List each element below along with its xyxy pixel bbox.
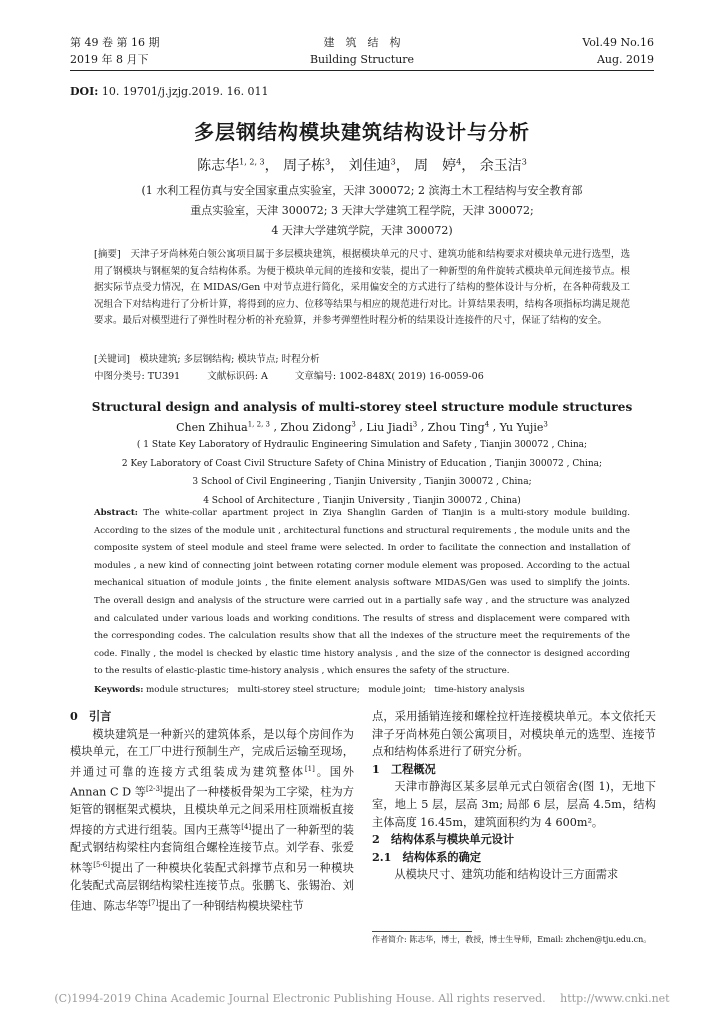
author: 余玉洁$^3$ bbox=[479, 157, 527, 174]
header-date-cn: 2019 年 8 月下 bbox=[70, 53, 149, 66]
author: Liu Jiadi$^3$ bbox=[366, 420, 418, 434]
english-author-list: Chen Zhihua$^{1, 2, 3}$ , Zhou Zidong$^3$ , Liu Jiadi$^3$ , Zhou Ting$^4$ , Yu Yujie$^3$ bbox=[176, 420, 548, 434]
author: Zhou Zidong$^3$ bbox=[280, 420, 356, 434]
subsection-heading: 2.1 结构体系的确定 bbox=[372, 849, 481, 864]
author: 周子栋$^3$ bbox=[283, 157, 331, 174]
affiliations bbox=[100, 181, 624, 241]
affiliation-line: 3 School of Civil Engineering , Tianjin University , Tianjin 300072 , China; bbox=[192, 477, 532, 488]
affiliation-line: 重点实验室，天津 300072; 3 天津大学建筑工程学院，天津 300072; bbox=[190, 204, 534, 217]
doi bbox=[70, 85, 269, 98]
header-journal-en: Building Structure bbox=[309, 53, 415, 66]
citation: [2-3] bbox=[146, 785, 163, 794]
body-column-right bbox=[372, 708, 656, 884]
paragraph: 模块建筑是一种新兴的建筑体系，是以每个房间作为模块单元，在工厂中进行预制生产，完成后运输至现场，并通过可靠的连接方式组装成为建筑整体[1]。国外 Annan C D 等[2-3]提出了一种楼板骨架为工字梁，柱为方矩管的钢框架式模块，且模块单元之间采用柱顶端板直接焊接的方式进行组装。国内王燕等[4]提出了一种新型的装配式钢结构梁柱内套筒组合螺栓连接节点。刘学春、张爱林等[5-6]提出了一种模块化装配式斜撑节点和另一种模块化装配式高层钢结构梁柱连接节点。张鹏飞、张锡治、刘佳迪、陈志华等[7]提出了一种钢结构模块梁柱节 bbox=[70, 727, 354, 913]
affiliation-line: (1 水利工程仿真与安全国家重点实验室，天津 300072; 2 滨海土木工程结构与安全教育部 bbox=[141, 184, 583, 197]
body-column-left bbox=[70, 708, 354, 915]
section-heading: 2 结构体系与模块单元设计 bbox=[372, 832, 515, 847]
keywords-cn: [关键词] 模块建筑; 多层钢结构; 模块节点; 时程分析 bbox=[94, 354, 320, 365]
english-abstract bbox=[94, 505, 630, 681]
header-volume-en: Vol.49 No.16 bbox=[582, 36, 654, 49]
keywords-text: module structures; multi-storey steel structure; module joint; time-history analysis bbox=[146, 685, 525, 695]
english-title: Structural design and analysis of multi-storey steel structure module structures bbox=[91, 400, 633, 414]
classification bbox=[94, 369, 630, 385]
header-rule bbox=[70, 70, 654, 71]
author: Chen Zhihua$^{1, 2, 3}$ bbox=[176, 420, 270, 434]
header-journal-cn: 建 筑 结 构 bbox=[323, 36, 401, 49]
affiliation-line: 4 天津大学建筑学院，天津 300072) bbox=[271, 224, 453, 237]
paragraph: 天津市静海区某多层单元式白领宿舍(图 1)，无地下室，地上 5 层，层高 3m; 局部 6 层，层高 4.5m，结构主体高度 16.45m，建筑面积约为 4 600m²。 bbox=[372, 780, 656, 829]
affiliation-line: 2 Key Laboratory of Coast Civil Structure Safety of China Ministry of Education , Tianjin 300072 , China; bbox=[121, 458, 603, 469]
copyright-watermark: (C)1994-2019 China Academic Journal Electronic Publishing House. All rights reserved. http://www.cnki.net bbox=[54, 992, 670, 1005]
clc-number: 中图分类号: TU391 bbox=[94, 371, 181, 382]
footnote-rule bbox=[372, 931, 472, 932]
abstract-cn: [摘要] 天津子牙尚林苑白领公寓项目属于多层模块建筑，根据模块单元的尺寸、建筑功能和结构要求对模块单元进行选型，选用了钢模块与钢框架的复合结构体系。为便于模块单元间的连接和安装，提出了一种新型的角件旋转式模块单元间连接节点。根据实际节点受力情况，在 MIDAS/Gen 中对节点进行简化，采用偏安全的方式进行了结构的整体设计与分析，在各种荷载及工况组合下对结构进行了分析计算，将得到的应力、位移等结果与相应的规范进行对比。计算结果表明，结构各项指标均满足规范要求。最后对模型进行了弹性时程分析的补充验算，并参考弹塑性时程分析的结果设计连接件的尺寸，保证了结构的安全。 bbox=[94, 249, 630, 327]
abstract-text: The white-collar apartment project in Ziya Shanglin Garden of Tianjin is a multi-story module building. According to the sizes of the module unit , architectural functions and structural requirements , the module units and the composite system of steel module and steel frame were selected. In order to facilitate the connection and installation of modules , a new kind of connecting joint between rotating corner module element was proposed. According to the actual mechanical situation of module joints , the finite element analysis software MIDAS/Gen was used to simplify the joints. The overall design and analysis of the structure were carried out in a partially safe way , and the structure was analyzed and calculated under various loads and working conditions. The results of stress and displacement were compared with the corresponding codes. The calculation results show that all the indexes of the structure meet the requirements of the code. Finally , the model is checked by elastic time history analysis , and the size of the connector is designed according to the results of elastic-plastic time-history analysis , which ensures the safety of the structure. bbox=[94, 508, 631, 677]
author: 刘佳迪$^3$ bbox=[348, 157, 396, 174]
author: 周 婷$^4$ bbox=[414, 157, 462, 174]
doi-value: 10. 19701/j.jzjg.2019. 16. 011 bbox=[101, 85, 269, 98]
document-code: 文献标识码: A bbox=[207, 371, 268, 382]
doi-label: DOI: bbox=[70, 85, 99, 98]
citation: [4] bbox=[241, 823, 252, 832]
section-heading: 0 引言 bbox=[70, 709, 112, 723]
author: 陈志华$^{1, 2, 3}$ bbox=[197, 157, 265, 174]
header-center bbox=[70, 34, 654, 68]
english-affiliations bbox=[80, 436, 644, 510]
abstract-label: Abstract: bbox=[94, 508, 138, 518]
header-right bbox=[582, 34, 654, 68]
running-header bbox=[70, 34, 654, 70]
author: Zhou Ting$^4$ bbox=[427, 420, 490, 434]
author: Yu Yujie$^3$ bbox=[499, 420, 548, 434]
citation: [5-6] bbox=[93, 860, 110, 869]
author-list: 陈志华$^{1, 2, 3}$， 周子栋$^3$， 刘佳迪$^3$， 周 婷$^4$， 余玉洁$^3$ bbox=[197, 157, 527, 174]
header-date-en: Aug. 2019 bbox=[596, 53, 654, 66]
header-volume-cn: 第 49 卷 第 16 期 bbox=[70, 36, 160, 49]
affiliation-line: 4 School of Architecture , Tianjin University , Tianjin 300072 , China) bbox=[203, 495, 521, 506]
article-number: 文章编号: 1002-848X( 2019) 16-0059-06 bbox=[294, 371, 484, 382]
paper-title: 多层钢结构模块建筑结构设计与分析 bbox=[194, 120, 530, 144]
citation: [1] bbox=[304, 764, 315, 773]
paragraph: 点，采用插销连接和螺栓拉杆连接模块单元。本文依托天津子牙尚林苑白领公寓项目，对模块单元的选型、连接节点和结构体系进行了研究分析。 bbox=[372, 710, 656, 759]
author-footnote: 作者简介: 陈志华，博士，教授，博士生导师，Email: zhchen@tju.edu.cn。 bbox=[372, 935, 652, 944]
english-keywords bbox=[94, 682, 630, 698]
affiliation-line: ( 1 State Key Laboratory of Hydraulic Engineering Simulation and Safety , Tianjin 300072 , China; bbox=[136, 440, 588, 450]
citation: [7] bbox=[148, 898, 159, 907]
keywords-label: Keywords: bbox=[94, 685, 144, 695]
paragraph: 从模块尺寸、建筑功能和结构设计三方面需求 bbox=[394, 868, 619, 882]
section-heading: 1 工程概况 bbox=[372, 761, 436, 776]
